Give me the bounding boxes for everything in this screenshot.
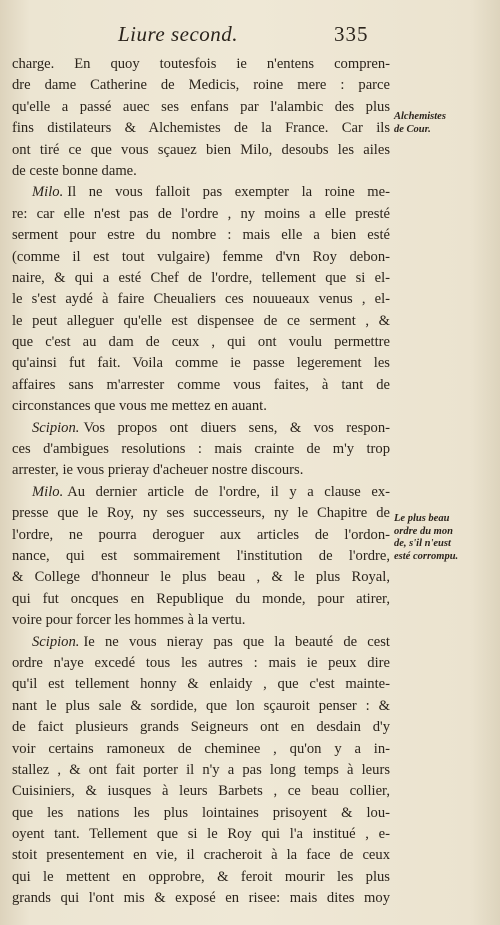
text-line xyxy=(12,311,390,332)
line-text: dre dame Catherine de Medicis, roine mere : parce xyxy=(12,77,390,94)
line-text: Vos propos ont diuers sens, & vos respon- xyxy=(83,419,390,436)
line-text: qu'il est tellement honny & enlaidy , que c'est mainte- xyxy=(12,676,390,693)
line-text: qui le mettent en opprobre, & feroit mourir les plus xyxy=(12,868,390,885)
margin-note-plus-bel-ordre xyxy=(394,513,494,563)
text-line xyxy=(12,225,390,246)
text-line xyxy=(12,610,390,631)
text-line xyxy=(12,888,390,909)
text-line xyxy=(12,503,390,524)
margin-note-alchemistes xyxy=(394,111,494,136)
line-text: de ceste bonne dame. xyxy=(12,162,137,179)
text-line xyxy=(12,247,390,268)
text-line xyxy=(12,760,390,781)
speaker-name: Scipion. xyxy=(32,633,80,650)
line-text: ont tiré ce que vous sçauez bien Milo, desoubs les ailes xyxy=(12,141,390,158)
margin-note-line: Alchemistes xyxy=(394,111,446,122)
running-head: Liure second. xyxy=(118,22,239,46)
line-text: Au dernier article de l'ordre, il y a clause ex- xyxy=(67,483,390,500)
line-text: nant le plus sale & sordide, que lon sçauroit penser : & xyxy=(12,697,390,714)
line-text: fins distilateurs & Alchemistes de la France. Car ils xyxy=(12,120,390,137)
text-line xyxy=(12,567,390,588)
text-line xyxy=(12,632,390,653)
line-text: nance, qui est sommairement l'institution de l'ordre, xyxy=(12,547,390,564)
text-line xyxy=(12,268,390,289)
text-line xyxy=(12,696,390,717)
text-line xyxy=(12,182,390,203)
margin-note-line: de Cour. xyxy=(394,123,431,135)
text-line xyxy=(12,653,390,674)
text-line xyxy=(12,803,390,824)
text-line xyxy=(12,845,390,866)
text-line xyxy=(12,867,390,888)
speaker-name: Milo. xyxy=(32,483,64,500)
text-line xyxy=(12,204,390,225)
margin-note-line: Le plus beau xyxy=(394,513,450,524)
text-line xyxy=(12,439,390,460)
line-text: naire, & qui a esté Chef de l'ordre, tellement que si el- xyxy=(12,269,390,286)
margin-note-line: de, s'il n'eust xyxy=(394,538,451,549)
text-line xyxy=(12,525,390,546)
line-text: ces d'ambigues resolutions : mais crainte de m'y trop xyxy=(12,441,390,458)
text-line xyxy=(12,54,390,75)
line-text: le s'est aydé à faire Cheualiers ces nouueaux venus , el- xyxy=(12,291,390,308)
line-text: presse que le Roy, ny ses successeurs, ny le Chapitre de xyxy=(12,505,390,522)
line-text: que les nations les plus lointaines prisoyent & lou- xyxy=(12,804,390,821)
margin-note-line: esté corrompu. xyxy=(394,550,459,562)
text-line xyxy=(12,353,390,374)
text-line xyxy=(12,375,390,396)
text-line xyxy=(12,717,390,738)
line-text: (comme il est tout vulgaire) femme d'vn Roy debon- xyxy=(12,248,390,265)
line-text: re: car elle n'est pas de l'ordre , ny moins a elle presté xyxy=(12,205,390,222)
line-text: que c'est au dam de ceux , qui ont voulu permettre xyxy=(12,334,390,351)
speaker-name: Scipion. xyxy=(32,419,80,436)
page-header xyxy=(0,22,500,56)
line-text: & College d'honneur le plus beau , & le plus Royal, xyxy=(12,569,390,586)
line-text: qu'ainsi fut fait. Voila comme ie passe legerement les xyxy=(12,355,390,372)
margin-note-line: ordre du mon xyxy=(394,525,453,537)
text-line xyxy=(12,482,390,503)
line-text: l'ordre, ne pourra deroguer aux articles de l'ordon- xyxy=(12,526,390,543)
line-text: ordre n'aye excedé tous les autres : mais ie peux dire xyxy=(12,654,390,671)
line-text: Il ne vous falloit pas exempter la roine me- xyxy=(67,184,390,201)
line-text: Ie ne vous nieray pas que la beauté de cest xyxy=(83,633,390,650)
line-text: stallez , & ont fait porter il n'y a pas long temps à leurs xyxy=(12,761,390,778)
line-text: voire pour forcer les hommes à la vertu. xyxy=(12,612,246,629)
line-text: de faict plusieurs grands Seigneurs ont en desdain d'y xyxy=(12,719,390,736)
line-text: grands qui l'ont mis & exposé en risee: mais dites moy xyxy=(12,890,390,907)
text-line xyxy=(12,546,390,567)
text-line xyxy=(12,460,390,481)
line-text: arrester, ie vous prieray d'acheuer nostre discours. xyxy=(12,462,304,479)
text-line xyxy=(12,781,390,802)
line-text: serment pour estre du nombre : mais elle a bien esté xyxy=(12,227,390,244)
text-line xyxy=(12,161,390,182)
line-text: stoit presentement en vie, il cracheroit à la face de ceux xyxy=(12,847,390,864)
line-text: circonstances que vous me mettez en auant. xyxy=(12,398,267,415)
line-text: charge. En quoy toutesfois ie n'entens compren- xyxy=(12,56,390,72)
line-text: affaires sans m'arrester comme vous faites, à tant de xyxy=(12,376,390,393)
line-text: voir certains ramoneux de cheminee , qu'on y a in- xyxy=(12,740,390,757)
body-text xyxy=(12,54,390,910)
line-text: Cuisiniers, & iusques à leurs Barbets , ce beau collier, xyxy=(12,783,390,800)
line-text: qu'elle a passé auec ses enfans par l'alambic des plus xyxy=(12,98,390,115)
text-line xyxy=(12,118,390,139)
page-number: 335 xyxy=(334,22,369,46)
text-line xyxy=(12,396,390,417)
text-line xyxy=(12,589,390,610)
line-text: oyent tant. Tellement que si le Roy qui l'a institué , e- xyxy=(12,826,390,843)
text-line xyxy=(12,289,390,310)
speaker-name: Milo. xyxy=(32,184,64,201)
line-text: le peut alleguer qu'elle est dispensee de ce serment , & xyxy=(12,312,390,329)
text-line xyxy=(12,739,390,760)
text-line xyxy=(12,824,390,845)
text-line xyxy=(12,418,390,439)
text-line xyxy=(12,140,390,161)
text-line xyxy=(12,75,390,96)
text-line xyxy=(12,97,390,118)
line-text: qui fut oncques en Republique du monde, pour atirer, xyxy=(12,590,390,607)
text-line xyxy=(12,332,390,353)
text-line xyxy=(12,674,390,695)
